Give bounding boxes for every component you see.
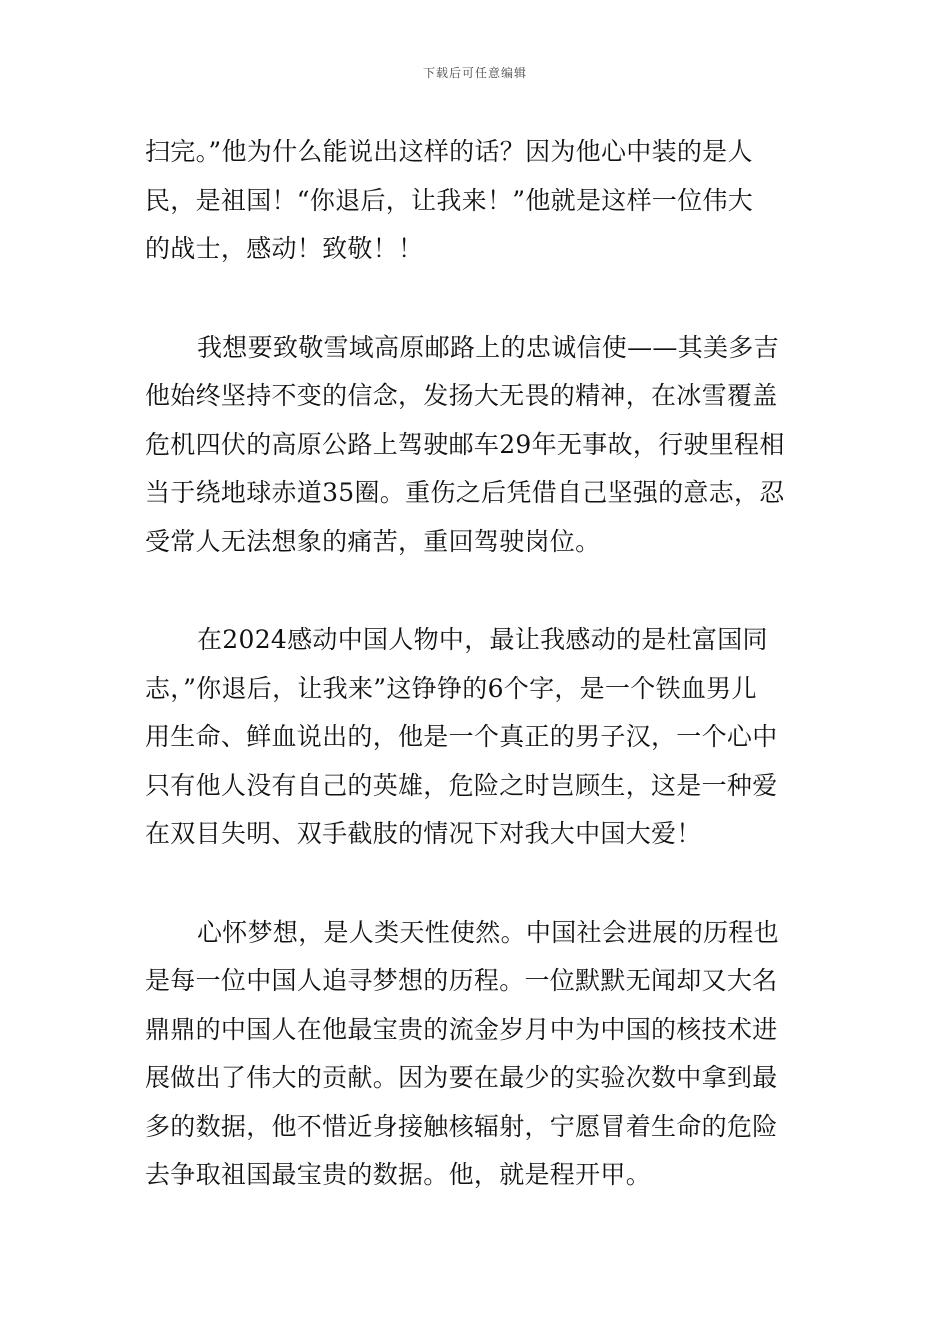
text-line: 去争取祖国最宝贵的数据。他，就是程开甲。	[145, 1160, 652, 1189]
document-body	[145, 128, 810, 1200]
paragraph-spacer	[145, 566, 810, 616]
paragraph-2	[145, 324, 810, 567]
text-line: 展做出了伟大的贡献。因为要在最少的实验次数中拿到最	[145, 1063, 778, 1092]
text-line: 当于绕地球赤道35圈。重伤之后凭借自己坚强的意志，忍	[145, 478, 785, 507]
text-line: 心怀梦想，是人类天性使然。中国社会进展的历程也	[197, 917, 779, 947]
text-line: 在2024感动中国人物中，最让我感动的是杜富国同	[197, 625, 768, 654]
text-line: 的战士，感动！致敬！！	[145, 234, 424, 263]
page-header: 下载后可任意编辑	[422, 66, 527, 80]
paragraph-3	[145, 616, 810, 859]
text-line: 我想要致敬雪域高原邮路上的忠诚信使——其美多吉	[197, 332, 779, 362]
text-line: 用生命、鲜血说出的，他是一个真正的男子汉，一个心中	[145, 722, 778, 751]
paragraph-spacer	[145, 859, 810, 909]
text-line: 危机四伏的高原公路上驾驶邮车29年无事故，行驶里程相	[145, 429, 785, 459]
paragraph-spacer	[145, 274, 810, 324]
text-line: 只有他人没有自己的英雄，危险之时岂顾生，这是一种爱	[145, 770, 778, 800]
paragraph-4	[145, 909, 810, 1200]
text-line: 是每一位中国人追寻梦想的历程。一位默默无闻却又大名	[145, 966, 778, 995]
text-line: 志，”你退后，让我来”这铮铮的6个字，是一个铁血男儿	[145, 673, 757, 703]
text-line: 民，是祖国！“你退后，让我来！”他就是这样一位伟大	[145, 185, 754, 215]
paragraph-1	[145, 128, 810, 274]
text-line: 他始终坚持不变的信念，发扬大无畏的精神，在冰雪覆盖	[145, 381, 778, 410]
text-line: 受常人无法想象的痛苦，重回驾驶岗位。	[145, 526, 601, 556]
text-line: 在双目失明、双手截肢的情况下对我大中国大爱！	[145, 819, 702, 848]
text-line: 扫完。”他为什么能说出这样的话？因为他心中装的是人	[145, 137, 753, 166]
text-line: 多的数据，他不惜近身接触核辐射，宁愿冒着生命的危险	[145, 1111, 778, 1141]
text-line: 鼎鼎的中国人在他最宝贵的流金岁月中为中国的核技术进	[145, 1014, 778, 1044]
